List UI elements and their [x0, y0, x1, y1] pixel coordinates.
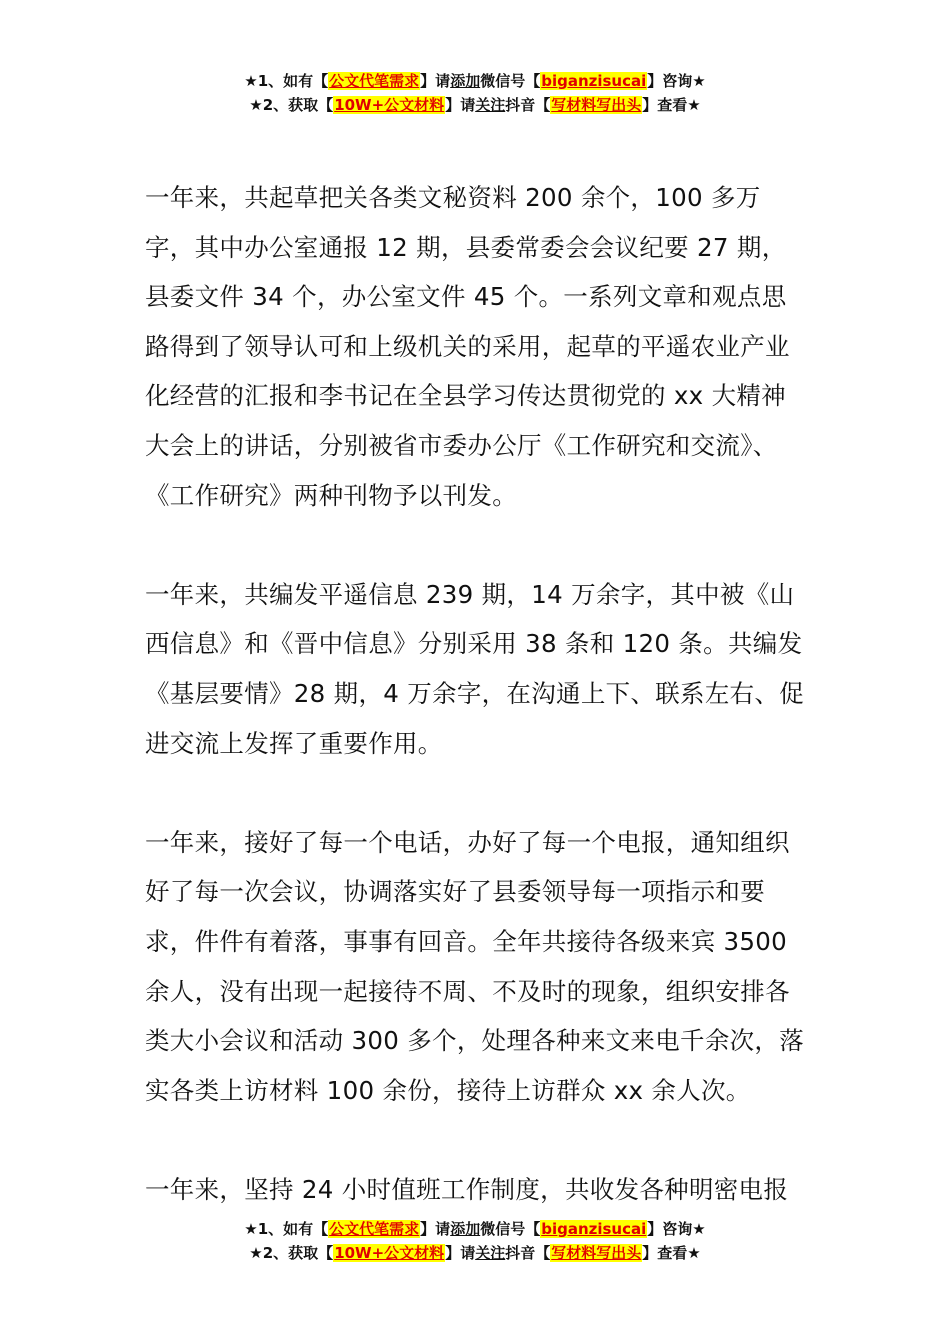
wechat-id: biganzisucai: [541, 72, 647, 90]
footer-banner: [0, 1217, 950, 1265]
wechat-id: biganzisucai: [541, 1220, 647, 1238]
paragraph-duty: 一年来，坚持 24 小时值班工作制度，共收发各种明密电报: [145, 1174, 789, 1204]
paragraph-reception: 一年来，接好了每一个电话，办好了每一个电报，通知组织好了每一次会议，协调落实好了县委领导每一项指示和要求，件件有着落，事事有回音。全年共接待各级来宾 3500 余人，没有出现一起接待不周、不及时的现象，组织安排各类大小会议和活动 300 多个，处理各种来文来电千余次，落实各类上访材料 100 余份，接待上访群众 xx 余人次。: [145, 827, 805, 1105]
highlight-service: 公文代笔需求: [329, 1220, 420, 1238]
banner-line-1: ★1、如有【公文代笔需求】请添加微信号【biganzisucai】咨询★: [244, 72, 706, 90]
paragraph-drafting: 一年来，共起草把关各类文秘资料 200 余个，100 多万字，其中办公室通报 12 期，县委常委会会议纪要 27 期，县委文件 34 个，办公室文件 45 个。一系列文章和观点思路得到了领导认可和上级机关的采用，起草的平遥农业产业化经营的汇报和李书记在全县学习传达贯彻党的 xx 大精神大会上的讲话，分别被省市委办公厅《工作研究和交流》、《工作研究》两种刊物予以刊发。: [145, 183, 790, 510]
douyin-account: 写材料写出头: [551, 96, 642, 114]
banner-line-2: ★2、获取【10W+公文材料】请关注抖音【写材料写出头】查看★: [249, 1244, 701, 1262]
header-banner: [0, 69, 950, 117]
banner-line-2: ★2、获取【10W+公文材料】请关注抖音【写材料写出头】查看★: [249, 96, 701, 114]
document-body: [145, 173, 810, 1214]
highlight-materials: 10W+公文材料: [334, 96, 445, 114]
highlight-service: 公文代笔需求: [329, 72, 420, 90]
douyin-account: 写材料写出头: [551, 1244, 642, 1262]
highlight-materials: 10W+公文材料: [334, 1244, 445, 1262]
paragraph-information: 一年来，共编发平遥信息 239 期，14 万余字，其中被《山西信息》和《晋中信息》分别采用 38 条和 120 条。共编发《基层要情》28 期，4 万余字，在沟通上下、联系左右、促进交流上发挥了重要作用。: [145, 579, 805, 758]
banner-line-1: ★1、如有【公文代笔需求】请添加微信号【biganzisucai】咨询★: [244, 1220, 706, 1238]
